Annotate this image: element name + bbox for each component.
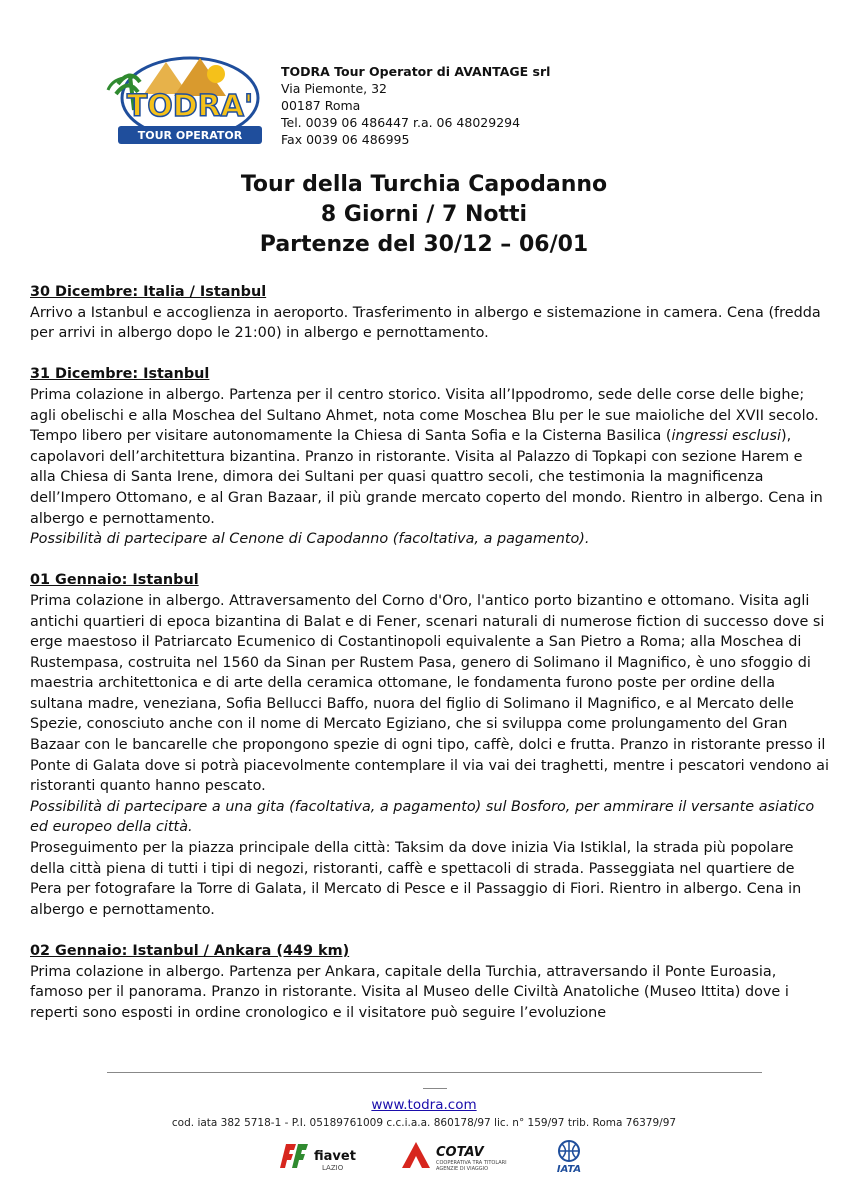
fiavet-logo bbox=[276, 1138, 366, 1174]
footer-divider-short bbox=[423, 1088, 447, 1089]
title-line-1: Tour della Turchia Capodanno bbox=[240, 172, 608, 197]
svg-text:TOUR OPERATOR: TOUR OPERATOR bbox=[137, 129, 243, 142]
footer-divider bbox=[107, 1072, 762, 1073]
description-part: Prima colazione in albergo. Partenza per il centro storico. Visita all’Ippodromo, sede delle corse delle bighe; agli obelischi e alla Moschea del Sultano Ahmet, nota come Moschea Blu per le sue maioliche del XVII secolo. Tempo libero per visitare autonomamente la Chiesa di Santa Sofia e la Cisterna Basilica ( bbox=[30, 386, 819, 445]
company-info bbox=[281, 63, 550, 148]
day-description: Prima colazione in albergo. Attraversamento del Corno d'Oro, l'antico porto bizantino e ottomano. Visita agli antichi quartieri di epoca bizantina di Balat e di Fener, scenari naturali di numerose fiction di successo dove si erge maestoso il Patriarcato Ecumenico di Costantinopoli equivalente a San Pietro a Roma; alla Moschea di Rustempasa, costruita nel 1560 da Sinan per Rustem Pasa, genero di Solimano il Magnifico, è uno sfoggio di maestria architettonica e di arte della ceramica ottomane, le fondamenta furono poste per ordine della sultana madre, veneziana, Sofia Bellucci Baffo, nuora del figlio di Solimano il Magnifico, e al Mercato delle Spezie, conosciuto anche con il nome di Mercato Egiziano, che si sviluppa come prolungamento del Gran Bazaar con le bancarelle che propongono spezie di ogni tipo, caffè, dolci e frutta. Pranzo in ristorante presso il Ponte di Galata dove si potrà piacevolmente contemplare il via vai dei traghetti, mentre i pescatori vendono ai ristoranti quanto hanno pescato. bbox=[30, 592, 829, 795]
svg-text:TODRA': TODRA' bbox=[126, 89, 254, 124]
letterhead bbox=[104, 54, 744, 154]
day-section bbox=[30, 941, 830, 1023]
day-section bbox=[30, 282, 830, 344]
optional-note: Possibilità di partecipare al Cenone di Capodanno (facoltativa, a pagamento). bbox=[30, 531, 590, 548]
day-heading: 30 Dicembre: Italia / Istanbul bbox=[30, 284, 267, 300]
cotav-logo bbox=[400, 1138, 510, 1174]
svg-text:IATA: IATA bbox=[556, 1164, 582, 1174]
svg-text:COOPERATIVA TRA TITOLARI: COOPERATIVA TRA TITOLARI bbox=[436, 1160, 507, 1166]
svg-text:LAZIO: LAZIO bbox=[322, 1164, 344, 1172]
iata-logo bbox=[544, 1138, 594, 1174]
registration-info: cod. iata 382 5718-1 - P.I. 05189761009 c.c.i.a.a. 860178/97 lic. n° 159/97 trib. Roma 76379/97 bbox=[171, 1117, 677, 1129]
day-heading: 01 Gennaio: Istanbul bbox=[30, 572, 199, 589]
title-line-3: Partenze del 30/12 – 06/01 bbox=[259, 232, 589, 257]
svg-text:COTAV: COTAV bbox=[436, 1145, 484, 1160]
todra-logo bbox=[104, 54, 264, 150]
day-section bbox=[30, 364, 830, 549]
website-link[interactable]: www.todra.com bbox=[371, 1097, 477, 1113]
company-city: 00187 Roma bbox=[281, 98, 361, 113]
day-description: Prima colazione in albergo. Partenza per Ankara, capitale della Turchia, attraversando il Ponte Euroasia, famoso per il panorama. Pranzo in ristorante. Visita al Museo delle Civiltà Anatoliche (Museo Ittita) dove i reperti sono esposti in ordine cronologico e il visitatore può seguire l’evoluzione bbox=[30, 963, 789, 1021]
optional-note: Possibilità di partecipare a una gita (facoltativa, a pagamento) sul Bosforo, per ammirare il versante asiatico ed europeo della città. bbox=[30, 798, 815, 836]
company-fax: Fax 0039 06 486995 bbox=[281, 132, 410, 147]
day-heading: 31 Dicembre: Istanbul bbox=[30, 366, 210, 383]
company-name: TODRA Tour Operator di AVANTAGE srl bbox=[281, 64, 551, 79]
company-tel: Tel. 0039 06 486447 r.a. 06 48029294 bbox=[281, 115, 521, 130]
svg-text:fiavet: fiavet bbox=[314, 1149, 356, 1164]
description-part: ), capolavori dell’architettura bizantina. Pranzo in ristorante. Visita al Palazzo di Topkapi con sezione Harem e alla Chiesa di Santa Irene, dimora dei Sultani per quasi quattro secoli, che testimonia la magnificenza dell’Impero Ottomano, e al Gran Bazaar, il più grande mercato coperto del mondo. Rientro in albergo. Cena in albergo e pernottamento. bbox=[30, 428, 823, 527]
day-section bbox=[30, 570, 830, 920]
day-description: Arrivo a Istanbul e accoglienza in aeroporto. Trasferimento in albergo e sistemazione in camera. Cena (fredda per arrivi in albergo dopo le 21:00) in albergo e pernottamento. bbox=[30, 304, 821, 342]
day-description-continued: Proseguimento per la piazza principale della città: Taksim da dove inizia Via Istiklal, la strada più popolare della città piena di tutti i tipi di negozi, ristoranti, caffè e spettacoli di strada. Passeggiata nel quartiere de Pera per fotografare la Torre di Galata, il Mercato di Pesce e il Passaggio di Fiori. Rientro in albergo. Cena in albergo e pernottamento. bbox=[30, 840, 802, 918]
document-title bbox=[0, 170, 848, 260]
company-address: Via Piemonte, 32 bbox=[281, 81, 387, 96]
day-description bbox=[30, 385, 830, 529]
itinerary bbox=[30, 282, 830, 1044]
description-italic: ingressi esclusi bbox=[671, 428, 782, 445]
day-heading: 02 Gennaio: Istanbul / Ankara (449 km) bbox=[30, 943, 350, 959]
title-line-2: 8 Giorni / 7 Notti bbox=[320, 202, 528, 227]
svg-text:AGENZIE DI VIAGGIO: AGENZIE DI VIAGGIO bbox=[436, 1166, 489, 1172]
